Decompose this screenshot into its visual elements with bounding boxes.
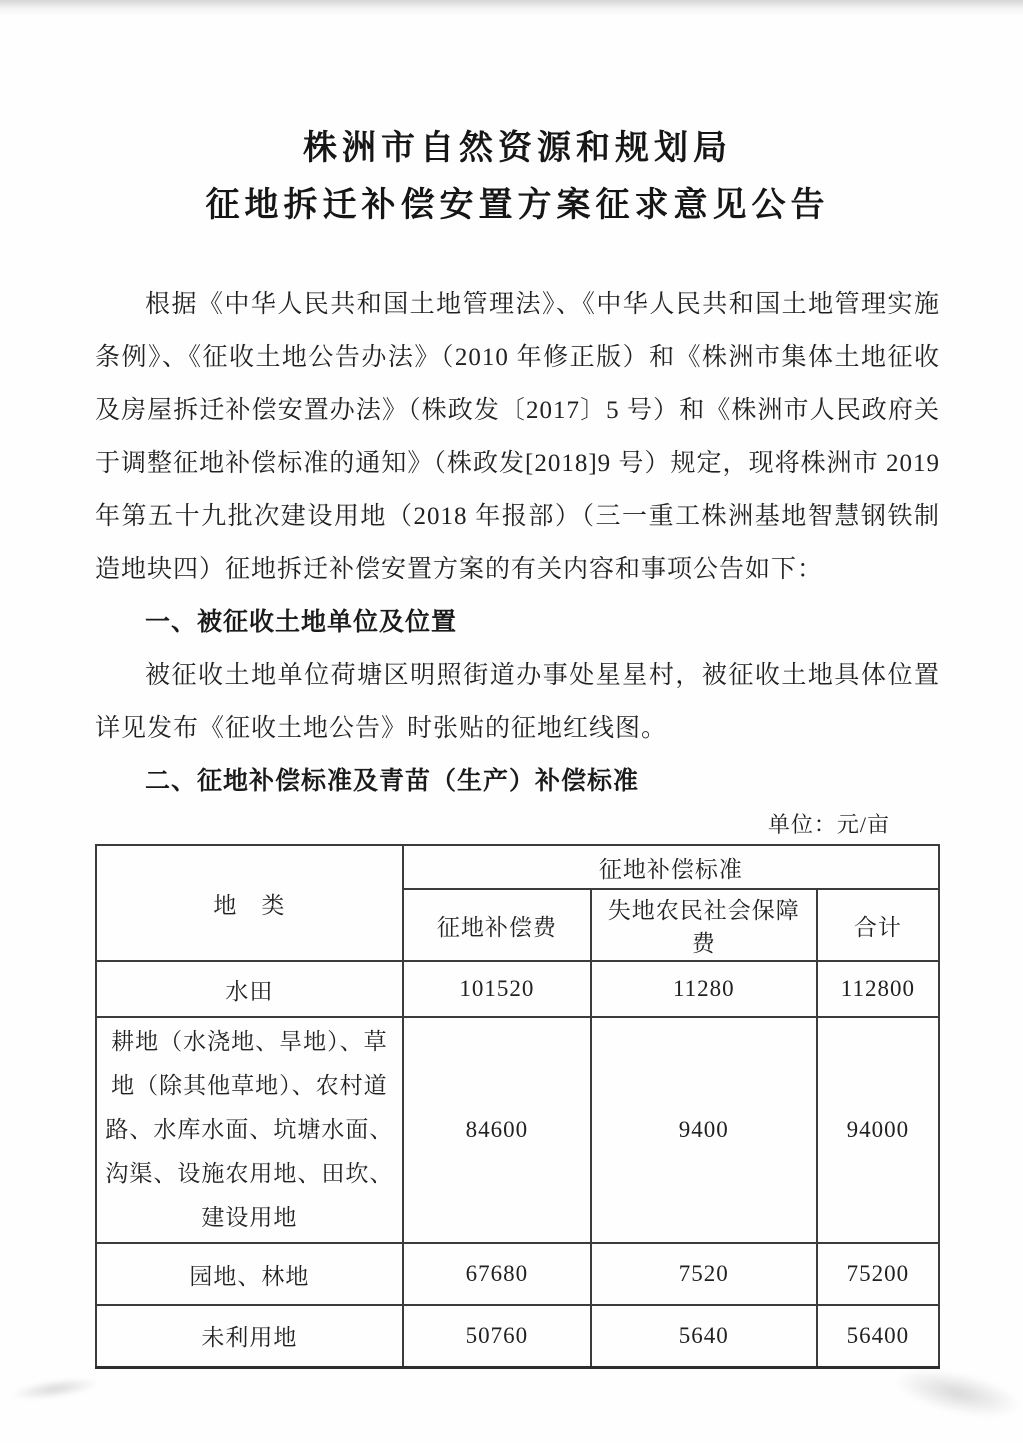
table-row (96, 1305, 939, 1367)
scan-artifact-bottom-right (890, 1360, 1023, 1426)
cell-land-type: 耕地（水浇地、旱地）、草地（除其他草地）、农村道路、水库水面、坑塘水面、沟渠、设施农用地、田坎、建设用地 (96, 1017, 403, 1243)
cell-compensation: 101520 (403, 961, 591, 1017)
cell-compensation: 50760 (403, 1305, 591, 1367)
document-content (95, 0, 940, 1369)
cell-land-type: 水田 (96, 961, 403, 1017)
section-2-heading: 二、征地补偿标准及青苗（生产）补偿标准 (145, 768, 640, 795)
cell-social-security: 7520 (591, 1243, 817, 1305)
header-cell-land-type: 地 类 (96, 845, 403, 961)
header-cell-compensation-fee: 征地补偿费 (403, 889, 591, 961)
section-1-heading: 一、被征收土地单位及位置 (145, 609, 458, 636)
table-row (96, 1017, 939, 1243)
header-cell-standard-group: 征地补偿标准 (403, 845, 939, 889)
cell-land-type: 未利用地 (96, 1305, 403, 1367)
scan-artifact-bottom-left (9, 1374, 101, 1404)
table-header-row-1 (96, 845, 939, 889)
header-cell-social-security: 失地农民社会保障费 (591, 889, 817, 961)
intro-paragraph: 根据《中华人民共和国土地管理法》、《中华人民共和国土地管理实施条例》、《征收土地公告办法》（2010 年修正版）和《株洲市集体土地征收及房屋拆迁补偿安置办法》（株政发〔2017〕5 号）和《株洲市人民政府关于调整征地补偿标准的通知》（株政发[2018]9 号）规定，现将株洲市 2019 年第五十九批次建设用地（2018 年报部）（三一重工株洲基地智慧钢铁制造地块四）征地拆迁补偿安置方案的有关内容和事项公告如下： (95, 291, 940, 583)
table-row (96, 1243, 939, 1305)
compensation-table (95, 844, 940, 1369)
section-1-paragraph: 被征收土地单位荷塘区明照街道办事处星星村，被征收土地具体位置详见发布《征收土地公告》时张贴的征地红线图。 (95, 662, 940, 742)
cell-compensation: 67680 (403, 1243, 591, 1305)
cell-social-security: 5640 (591, 1305, 817, 1367)
cell-total: 56400 (817, 1305, 939, 1367)
cell-social-security: 9400 (591, 1017, 817, 1243)
table-row (96, 961, 939, 1017)
cell-land-type: 园地、林地 (96, 1243, 403, 1305)
header-cell-total: 合计 (817, 889, 939, 961)
title-line-2: 征地拆迁补偿安置方案征求意见公告 (205, 187, 830, 224)
cell-compensation: 84600 (403, 1017, 591, 1243)
cell-total: 75200 (817, 1243, 939, 1305)
title-line-1: 株洲市自然资源和规划局 (303, 130, 732, 167)
table-unit-label: 单位：元/亩 (767, 812, 890, 837)
cell-social-security: 11280 (591, 961, 817, 1017)
document-title (95, 120, 940, 234)
cell-total: 112800 (817, 961, 939, 1017)
cell-total: 94000 (817, 1017, 939, 1243)
